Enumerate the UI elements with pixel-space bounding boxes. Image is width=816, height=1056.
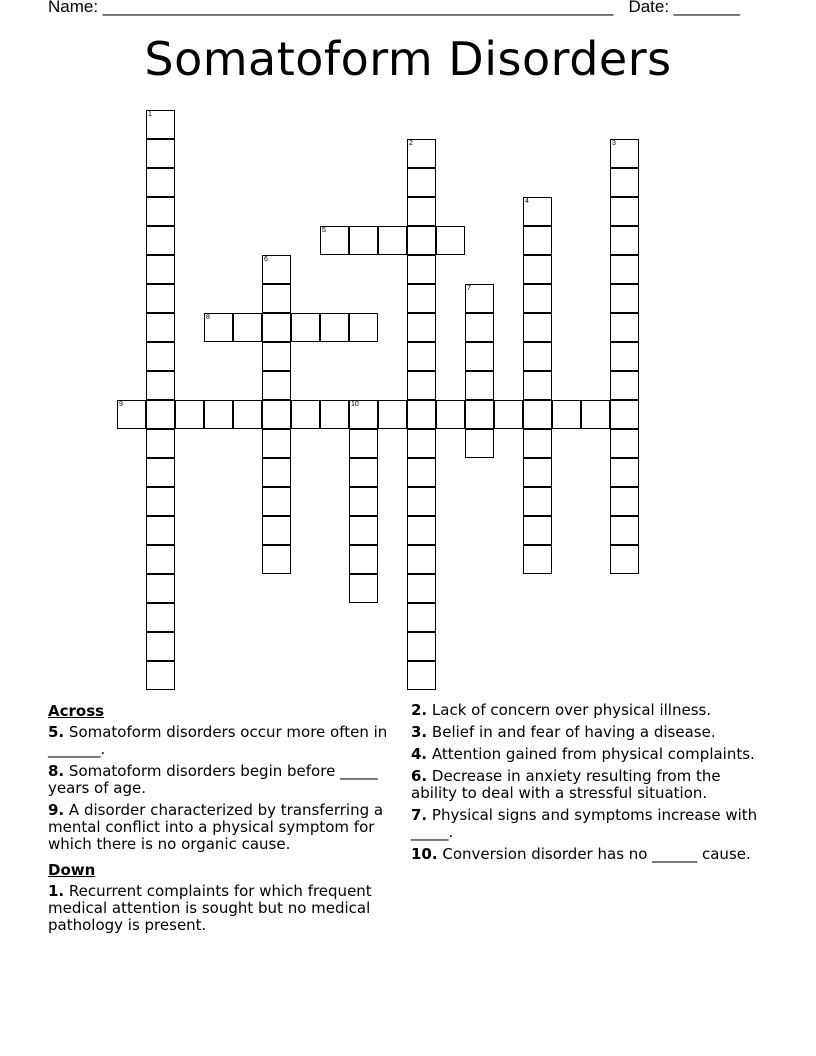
grid-cell[interactable] xyxy=(291,313,320,342)
grid-cell[interactable] xyxy=(146,197,175,226)
clue-number: 1. xyxy=(48,882,65,900)
cell-number: 3 xyxy=(612,140,616,147)
grid-cell[interactable] xyxy=(262,284,291,313)
grid-cell[interactable] xyxy=(407,168,436,197)
grid-cell[interactable] xyxy=(494,400,523,429)
clue-number: 4. xyxy=(411,745,428,763)
clue-text: Attention gained from physical complaints. xyxy=(431,745,755,763)
clue-text: Physical signs and symptoms increase with _____. xyxy=(411,806,758,841)
cell-number: 10 xyxy=(351,401,359,408)
cell-number: 1 xyxy=(148,111,152,118)
grid-cell[interactable] xyxy=(407,284,436,313)
grid-cell[interactable] xyxy=(146,342,175,371)
grid-cell[interactable] xyxy=(523,342,552,371)
grid-cell[interactable] xyxy=(407,197,436,226)
grid-cell[interactable] xyxy=(523,487,552,516)
grid-cell[interactable] xyxy=(523,516,552,545)
grid-cell[interactable] xyxy=(349,487,378,516)
grid-cell[interactable] xyxy=(262,487,291,516)
grid-cell[interactable] xyxy=(465,342,494,371)
clue-down-10 xyxy=(411,846,771,863)
grid-cell[interactable] xyxy=(146,429,175,458)
clue-text: Lack of concern over physical illness. xyxy=(431,701,712,719)
grid-cell[interactable] xyxy=(610,197,639,226)
down-heading: Down xyxy=(48,861,96,879)
grid-cell[interactable] xyxy=(146,661,175,690)
cell-number: 4 xyxy=(525,198,529,205)
grid-cell[interactable] xyxy=(610,545,639,574)
grid-cell[interactable] xyxy=(262,342,291,371)
cell-number: 7 xyxy=(467,285,471,292)
grid-cell[interactable] xyxy=(146,487,175,516)
grid-cell[interactable] xyxy=(523,400,552,429)
grid-cell[interactable] xyxy=(262,313,291,342)
cell-number: 8 xyxy=(206,314,210,321)
grid-cell[interactable] xyxy=(407,400,436,429)
grid-cell[interactable] xyxy=(523,197,552,226)
grid-cell[interactable] xyxy=(146,371,175,400)
grid-cell[interactable] xyxy=(349,545,378,574)
grid-cell[interactable] xyxy=(407,139,436,168)
grid-cell[interactable] xyxy=(610,458,639,487)
grid-cell[interactable] xyxy=(610,168,639,197)
cell-number: 6 xyxy=(264,256,268,263)
grid-cell[interactable] xyxy=(407,603,436,632)
grid-cell[interactable] xyxy=(349,429,378,458)
grid-cell[interactable] xyxy=(204,400,233,429)
grid-cell[interactable] xyxy=(610,342,639,371)
grid-cell[interactable] xyxy=(146,632,175,661)
grid-cell[interactable] xyxy=(233,313,262,342)
clue-down-3 xyxy=(411,724,771,741)
clue-down-6 xyxy=(411,768,771,802)
clue-number: 6. xyxy=(411,767,428,785)
grid-cell[interactable] xyxy=(610,371,639,400)
grid-cell[interactable] xyxy=(610,516,639,545)
clue-down-2 xyxy=(411,702,771,719)
grid-cell[interactable] xyxy=(262,255,291,284)
name-field[interactable]: Name: ______________________________________________________ xyxy=(48,0,614,16)
grid-cell[interactable] xyxy=(523,255,552,284)
grid-cell[interactable] xyxy=(523,545,552,574)
grid-cell[interactable] xyxy=(407,429,436,458)
grid-cell[interactable] xyxy=(291,400,320,429)
grid-cell[interactable] xyxy=(610,400,639,429)
grid-cell[interactable] xyxy=(349,516,378,545)
grid-cell[interactable] xyxy=(465,429,494,458)
grid-cell[interactable] xyxy=(407,371,436,400)
grid-cell[interactable] xyxy=(465,400,494,429)
grid-cell[interactable] xyxy=(262,400,291,429)
grid-cell[interactable] xyxy=(523,429,552,458)
grid-cell[interactable] xyxy=(610,284,639,313)
grid-cell[interactable] xyxy=(610,313,639,342)
clue-text: A disorder characterized by transferring a mental conflict into a physical symptom for which there is no organic cause. xyxy=(48,801,384,853)
clue-down-7 xyxy=(411,807,771,841)
clues-right-column xyxy=(411,702,771,868)
grid-cell[interactable] xyxy=(407,632,436,661)
grid-cell[interactable] xyxy=(146,226,175,255)
grid-cell[interactable] xyxy=(610,139,639,168)
grid-cell[interactable] xyxy=(407,574,436,603)
grid-cell[interactable] xyxy=(262,371,291,400)
grid-cell[interactable] xyxy=(523,284,552,313)
clue-text: Somatoform disorders begin before _____ years of age. xyxy=(48,762,378,797)
grid-cell[interactable] xyxy=(407,487,436,516)
grid-cell[interactable] xyxy=(146,574,175,603)
grid-cell[interactable] xyxy=(378,226,407,255)
grid-cell[interactable] xyxy=(610,487,639,516)
grid-cell[interactable] xyxy=(407,458,436,487)
grid-cell[interactable] xyxy=(117,400,146,429)
grid-cell[interactable] xyxy=(407,516,436,545)
grid-cell[interactable] xyxy=(436,400,465,429)
grid-cell[interactable] xyxy=(610,226,639,255)
cell-number: 2 xyxy=(409,140,413,147)
grid-cell[interactable] xyxy=(146,516,175,545)
clue-number: 9. xyxy=(48,801,65,819)
grid-cell[interactable] xyxy=(407,255,436,284)
clue-text: Somatoform disorders occur more often in _______. xyxy=(48,723,388,758)
grid-cell[interactable] xyxy=(146,545,175,574)
grid-cell[interactable] xyxy=(523,313,552,342)
clue-text: Recurrent complaints for which frequent medical attention is sought but no medical pathology is present. xyxy=(48,882,372,934)
cell-number: 9 xyxy=(119,401,123,408)
clue-text: Decrease in anxiety resulting from the ability to deal with a stressful situation. xyxy=(411,767,721,802)
grid-cell[interactable] xyxy=(465,371,494,400)
across-heading: Across xyxy=(48,702,105,720)
grid-cell[interactable] xyxy=(146,458,175,487)
clue-across-9 xyxy=(48,802,408,853)
clue-number: 5. xyxy=(48,723,65,741)
clue-text: Belief in and fear of having a disease. xyxy=(431,723,716,741)
grid-cell[interactable] xyxy=(610,255,639,284)
grid-cell[interactable] xyxy=(407,342,436,371)
date-field[interactable]: Date: _______ xyxy=(628,0,740,16)
grid-cell[interactable] xyxy=(146,110,175,139)
cell-number: 5 xyxy=(322,227,326,234)
grid-cell[interactable] xyxy=(320,400,349,429)
grid-cell[interactable] xyxy=(146,603,175,632)
page-title: Somatoform Disorders xyxy=(144,32,672,86)
grid-cell[interactable] xyxy=(146,284,175,313)
grid-cell[interactable] xyxy=(349,226,378,255)
grid-cell[interactable] xyxy=(610,429,639,458)
clue-across-5 xyxy=(48,724,408,758)
grid-cell[interactable] xyxy=(407,313,436,342)
grid-cell[interactable] xyxy=(349,313,378,342)
grid-cell[interactable] xyxy=(146,168,175,197)
grid-cell[interactable] xyxy=(262,545,291,574)
grid-cell[interactable] xyxy=(523,458,552,487)
grid-cell[interactable] xyxy=(581,400,610,429)
grid-cell[interactable] xyxy=(378,400,407,429)
grid-cell[interactable] xyxy=(204,313,233,342)
grid-cell[interactable] xyxy=(407,661,436,690)
grid-cell[interactable] xyxy=(349,574,378,603)
grid-cell[interactable] xyxy=(146,139,175,168)
grid-cell[interactable] xyxy=(146,313,175,342)
clue-number: 7. xyxy=(411,806,428,824)
grid-cell[interactable] xyxy=(233,400,262,429)
grid-cell[interactable] xyxy=(465,313,494,342)
clue-down-1 xyxy=(48,883,408,934)
grid-cell[interactable] xyxy=(465,284,494,313)
grid-cell[interactable] xyxy=(349,400,378,429)
clues-left-column xyxy=(48,702,408,939)
clue-number: 10. xyxy=(411,845,438,863)
clue-across-8 xyxy=(48,763,408,797)
clue-number: 2. xyxy=(411,701,428,719)
grid-cell[interactable] xyxy=(407,545,436,574)
grid-cell[interactable] xyxy=(320,226,349,255)
grid-cell[interactable] xyxy=(552,400,581,429)
clue-down-4 xyxy=(411,746,771,763)
grid-cell[interactable] xyxy=(262,429,291,458)
grid-cell[interactable] xyxy=(262,516,291,545)
grid-cell[interactable] xyxy=(262,458,291,487)
grid-cell[interactable] xyxy=(523,226,552,255)
clue-number: 3. xyxy=(411,723,428,741)
grid-cell[interactable] xyxy=(146,255,175,284)
grid-cell[interactable] xyxy=(349,458,378,487)
clue-text: Conversion disorder has no ______ cause. xyxy=(442,845,751,863)
grid-cell[interactable] xyxy=(175,400,204,429)
grid-cell[interactable] xyxy=(146,400,175,429)
grid-cell[interactable] xyxy=(436,226,465,255)
grid-cell[interactable] xyxy=(320,313,349,342)
grid-cell[interactable] xyxy=(523,371,552,400)
grid-cell[interactable] xyxy=(407,226,436,255)
clue-number: 8. xyxy=(48,762,65,780)
